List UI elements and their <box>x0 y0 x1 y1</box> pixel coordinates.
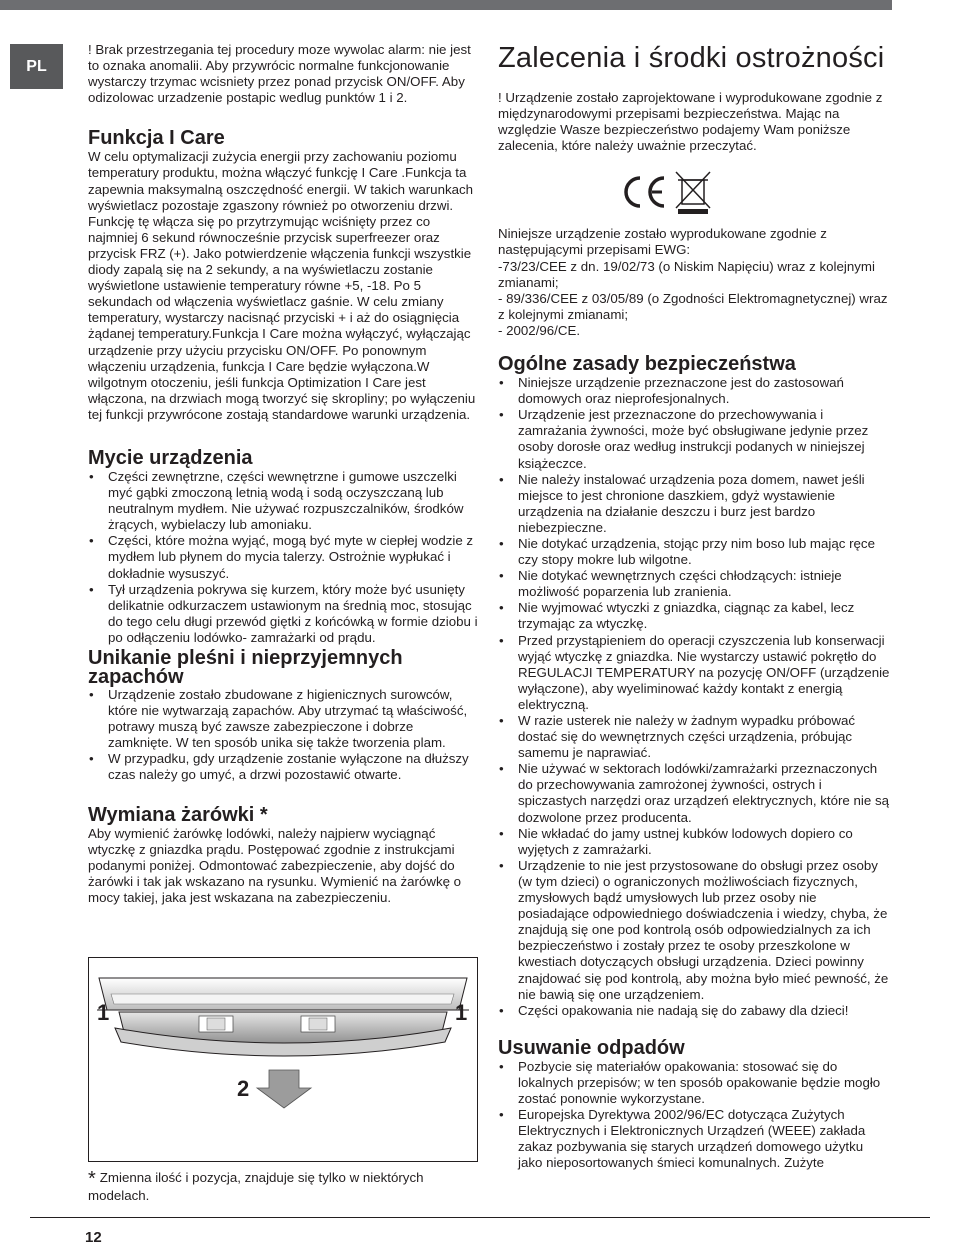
lamp-cover-illustration <box>89 958 477 1161</box>
cleaning-heading: Mycie urządzenia <box>88 446 253 469</box>
list-item: • Urządzenie zostało zbudowane z higienicznych surowców, które nie wytwarzają zapachów. Aby utrzymać tą właściwość, potrawy muszą być zawsze zabezpieczone i dobrze zamknięte. W ten sposób unika się także tworzenia plam. <box>88 687 478 751</box>
list-item: • Niniejsze urządzenie przeznaczone jest do zastosowań domowych oraz nieprofesjonalnych. <box>498 375 890 407</box>
footnote-text: Zmienna ilość i pozycja, znajduje się tylko w niektórych modelach. <box>88 1170 424 1203</box>
list-item: • Tył urządzenia pokrywa się kurzem, który może być usunięty delikatnie odkurzaczem ustawionym na średnią moc, stosując do tego celu długi przewód giętki z końcówką w formie dziobu i po odłączeniu lodówko- zamrażarki od prądu. <box>88 582 478 646</box>
cleaning-list <box>88 469 478 646</box>
safety-list <box>498 375 890 1019</box>
bulb-replacement-figure <box>88 957 478 1162</box>
list-item: • Nie należy instalować urządzenia poza domem, nawet jeśli miejsce to jest chronione daszkiem, gdyż wystawienie urządzenia na działanie deszczu i burz jest bardzo niebezpieczne. <box>498 472 890 536</box>
list-item: • Nie dotykać wewnętrznych części chłodzących: istnieje możliwość poparzenia lub zranienia. <box>498 568 890 600</box>
bulb-text: Aby wymienić żarówkę lodówki, należy najpierw wyciągnąć wtyczkę z gniazdka prądu. Postępować zgodnie z instrukcjami podanymi poniżej. Odmontować zabezpieczenie, aby dojść do żarówki i tak jak wskazano na rysunku. Wymienić na żarówkę o mocy takiej, jaka jest wskazana na zabezpieczeniu. <box>88 825 462 905</box>
safety-heading: Ogólne zasady bezpieczeństwa <box>498 353 796 376</box>
list-item: • W razie usterek nie należy w żadnym wypadku próbować dostać się do wewnętrznych części urządzenia, próbując samemu je naprawiać. <box>498 713 890 761</box>
left-column <box>88 42 478 906</box>
disposal-heading: Usuwanie odpadów <box>498 1036 685 1059</box>
footnote <box>88 1170 478 1204</box>
mould-heading: Unikanie pleśni i nieprzyjemnych zapachów <box>88 647 403 688</box>
ce-mark-icon <box>612 170 722 214</box>
compliance-line: -73/23/CEE z dn. 19/02/73 (o Niskim Napięciu) wraz z kolejnymi zmianami; <box>498 258 875 290</box>
compliance-line: - 89/336/CEE z 03/05/89 (o Zgodności Elektromagnetycznej) wraz z kolejnymi zmianami; <box>498 290 888 322</box>
footnote-star: * <box>88 1168 96 1190</box>
list-item: • Przed przystąpieniem do operacji czyszczenia lub konserwacji wyjąć wtyczkę z gniazdka. Nie wystarczy ustawić pokrętło do REGULACJI TEMPERATURY na pozycję ON/OFF (urządzenie wyłączone), aby wyeliminować każdy kontakt z energią elektryczną. <box>498 633 890 713</box>
language-tab: PL <box>10 44 63 89</box>
page-number: 12 <box>85 1229 102 1246</box>
list-item: • Urządzenie to nie jest przystosowane do obsługi przez osoby (w tym dzieci) o ograniczonych możliwościach fizycznych, zmysłowych bądź umysłowych lub przez osoby nie posiadające odpowiedniego doświadczenia i wiedzy, chyba, że znajdują się one pod kontrolą osób odpowiedzialnych za ich bezpieczeństwo i zostały przez te osoby przeszkolone w kwestiach dotyczących obsługi urządzenia. Dzieci powinny znajdować się pod kontrolą, aby można było mieć pewność, że nie bawią się one urządzeniem. <box>498 858 890 1003</box>
list-item: • Pozbycie się materiałów opakowania: stosować się do lokalnych przepisów; w ten sposób opakowanie będzie mogło zostać ponownie wykorzystane. <box>498 1059 890 1107</box>
icare-text: W celu optymalizacji zużycia energii przy zachowaniu poziomu temperatury produktu, można włączyć funkcję I Care .Funkcja ta zapewnia maksymalną oszczędność energii. W takich warunkach wyświetlacz pozostaje zgaszony również po otworzeniu drzwi. Funkcję tę włącza się po przytrzymując wciśnięty przez co najmniej 6 sekund równocześnie przycisk superfreezer oraz przycisk FRZ (+). Jako potwierdzenie włączenia funkcji wszystkie diody zapalą się na 2 sekundy, a na wyświetlaczu zostanie wyświetlone ustawienie temperatury równe +5, -18. Po 5 sekundach od włączenia wyświetlacz gaśnie. W celu zmiany temperatury, wystarczy nacisnąć przyciski + i aż do osiągnięcia żądanej temperatury.Funkcja I Care można wyłączyć, wyłączając urządzenie przy użyciu przycisku ON/OFF. Po ponownym włączeniu urządzenia, funkcja I Care będzie wyłączona.W wilgotnym otoczeniu, jeśli funkcja Optimization I Care jest włączona, na drzwiach mogą tworzyć się skropliny; po wyłączeniu tej funkcji przywrócone zostają standardowe warunki urządzenia. <box>88 149 476 422</box>
alarm-note: ! Brak przestrzegania tej procedury moze wywolac alarm: nie jest to oznaka anomalii. Aby przywrócic normalne funkcjonowanie wystarczy trzymac wcisniety przez ponad przycisk ON/OFF. Aby odizolowac urzadzenie postapic wedlug punktów 1 i 2. <box>88 42 471 106</box>
compliance-line: - 2002/96/CE. <box>498 322 581 338</box>
figure-label-right: 1 <box>455 1000 468 1025</box>
list-item: • Części zewnętrzne, części wewnętrzne i gumowe uszczelki myć gąbki zmoczoną letnią wodą i sodą oczyszczaną lub neutralnym mydłem. Nie używać rozpuszczalników, środków żrących, wybielaczy lub amoniaku. <box>88 469 478 533</box>
list-item: • Części, które można wyjąć, mogą być myte w ciepłej wodzie z mydłem lub płynem do mycia talerzy. Ostrożnie wypłukać i dokładnie wysuszyć. <box>88 533 478 581</box>
safety-intro: ! Urządzenie zostało zaprojektowane i wyprodukowane zgodnie z międzynarodowymi przepisami bezpieczeństwa. Mając na względzie Wasze bezpieczeństwo podajemy Wam poniższe zalecenia, które należy uważnie przeczytać. <box>498 90 883 154</box>
ce-weee-marks <box>612 170 890 214</box>
mould-list <box>88 687 478 784</box>
list-item: • Europejska Dyrektywa 2002/96/EC dotycząca Zużytych Elektrycznych i Elektronicznych Urządzeń (WEEE) zakłada zakaz pozbywania się starych urządzeń domowego użytku jako nieposortowanych śmieci komunalnych. Zużyte <box>498 1107 890 1171</box>
bulb-heading: Wymiana żarówki * <box>88 803 268 826</box>
list-item: • Nie wyjmować wtyczki z gniazdka, ciągnąc za kabel, lecz trzymając za wtyczkę. <box>498 600 890 632</box>
page-title: Zalecenia i środki ostrożności <box>498 42 885 74</box>
compliance-line: Niniejsze urządzenie zostało wyprodukowane zgodnie z następującymi przepisami EWG: <box>498 226 827 258</box>
right-column <box>498 40 890 1171</box>
icare-heading: Funkcja I Care <box>88 127 225 150</box>
figure-label-bottom: 2 <box>237 1076 250 1101</box>
list-item: • W przypadku, gdy urządzenie zostanie wyłączone na dłuższy czas należy go umyć, a drzwi pozostawić otwarte. <box>88 751 478 783</box>
list-item: • Części opakowania nie nadają się do zabawy dla dzieci! <box>498 1003 890 1019</box>
footer-rule <box>30 1217 930 1218</box>
figure-label-left: 1 <box>97 1000 110 1025</box>
top-color-bar <box>0 0 892 10</box>
compliance-block <box>498 226 890 339</box>
disposal-list <box>498 1059 890 1172</box>
list-item: • Urządzenie jest przeznaczone do przechowywania i zamrażania żywności, może być obsługiwane jedynie przez osoby dorosłe oraz według instrukcji podanych w niniejszej książeczce. <box>498 407 890 471</box>
list-item: • Nie wkładać do jamy ustnej kubków lodowych dopiero co wyjętych z zamrażarki. <box>498 826 890 858</box>
list-item: • Nie używać w sektorach lodówki/zamrażarki przeznaczonych do przechowywania zamrożonej żywności, ostrych i spiczastych narzędzi oraz urządzeń elektrycznych, które nie są dozwolone przez producenta. <box>498 761 890 825</box>
list-item: • Nie dotykać urządzenia, stojąc przy nim boso lub mając ręce czy stopy mokre lub wilgotne. <box>498 536 890 568</box>
weee-bin-icon <box>676 172 710 214</box>
